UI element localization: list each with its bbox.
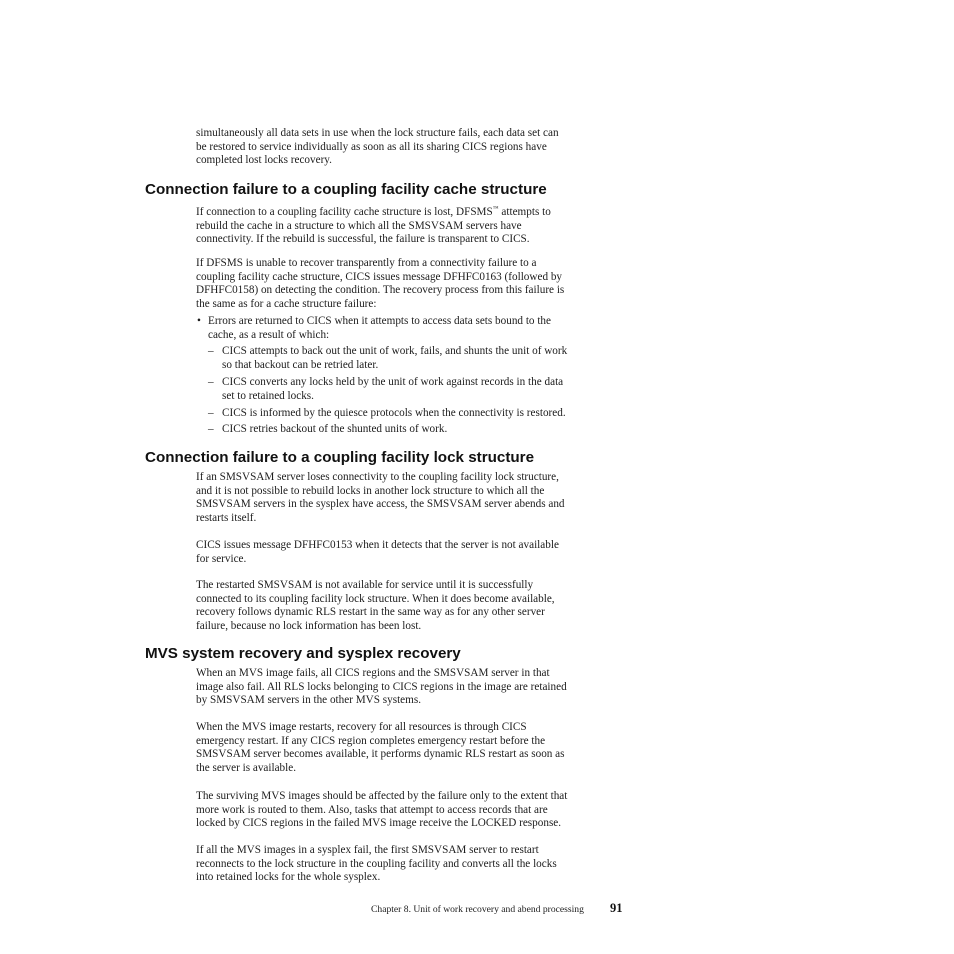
text-line: locked by CICS regions in the failed MVS image receive the LOCKED response. <box>196 817 562 830</box>
text-line: The restarted SMSVSAM is not available for service until it is successfully <box>196 579 534 591</box>
text-line: more work is routed to them. Also, tasks that attempt to access records that are <box>196 803 548 816</box>
text-line: DFHFC0158) on detecting the condition. The recovery process from this failure is <box>196 284 565 297</box>
text-line: reconnects to the lock structure in the coupling facility and converts all the locks <box>196 857 557 870</box>
trademark-mark: ™ <box>492 206 499 212</box>
text-line: cache, as a result of which: <box>208 328 330 341</box>
text-line: be restored to service individually as soon as all its sharing CICS regions have <box>196 140 547 153</box>
text-line: CICS is informed by the quiesce protocols when the connectivity is restored. <box>222 407 566 419</box>
text-line: for service. <box>196 552 247 565</box>
text-line: connected to its coupling facility lock structure. When it does become available, <box>196 592 555 605</box>
text-fragment: attempts to <box>498 206 551 218</box>
text-line: recovery follows dynamic RLS restart in the same way as for any other server <box>196 606 545 619</box>
dash-marker: – <box>208 407 214 419</box>
mvs-paragraph-4 <box>196 844 628 885</box>
mvs-paragraph-2 <box>196 721 628 775</box>
bullet-marker: • <box>197 315 201 327</box>
text-line: CICS issues message DFHFC0153 when it detects that the server is not available <box>196 539 559 551</box>
text-line: SMSVSAM server becomes available, it performs dynamic RLS restart as soon as <box>196 748 565 761</box>
dash-marker: – <box>208 376 214 388</box>
text-line: CICS converts any locks held by the unit of work against records in the data <box>222 376 564 388</box>
text-line: If an SMSVSAM server loses connectivity to the coupling facility lock structure, <box>196 471 559 483</box>
text-line: and it is not possible to rebuild locks in another lock structure to which all the <box>196 484 545 497</box>
text-line: When the MVS image restarts, recovery for all resources is through CICS <box>196 721 527 733</box>
footer-chapter-title: Chapter 8. Unit of work recovery and abend processing <box>371 904 584 915</box>
text-line: image also fail. All RLS locks belonging to CICS regions in the image are retained <box>196 680 567 693</box>
text-line: Errors are returned to CICS when it attempts to access data sets bound to the <box>208 315 551 327</box>
text-line: set to retained locks. <box>222 389 314 402</box>
sub-list-item <box>222 376 628 403</box>
text-line: by SMSVSAM servers in the other MVS systems. <box>196 694 422 707</box>
text-line <box>196 203 628 220</box>
section-heading-mvs: MVS system recovery and sysplex recovery <box>145 645 461 662</box>
text-line: the server is available. <box>196 761 297 774</box>
text-line: rebuild the cache in a structure to which all the SMSVSAM servers have <box>196 219 522 232</box>
text-line: simultaneously all data sets in use when the lock structure fails, each data set can <box>196 127 559 139</box>
text-line: emergency restart. If any CICS region completes emergency restart before the <box>196 734 546 747</box>
text-line: When an MVS image fails, all CICS regions and the SMSVSAM server in that <box>196 667 550 679</box>
page-number: 91 <box>610 901 623 915</box>
text-line: failure, because no lock information has been lost. <box>196 619 422 632</box>
text-line: The surviving MVS images should be affected by the failure only to the extent that <box>196 790 568 802</box>
dash-marker: – <box>208 423 214 435</box>
lock-paragraph-1 <box>196 471 628 525</box>
cache-paragraph-2 <box>196 257 628 311</box>
text-line: CICS retries backout of the shunted units of work. <box>222 423 448 435</box>
text-line: connectivity. If the rebuild is successful, the failure is transparent to CICS. <box>196 233 530 246</box>
text-line: If all the MVS images in a sysplex fail, the first SMSVSAM server to restart <box>196 844 539 856</box>
text-fragment: If connection to a coupling facility cache structure is lost, DFSMS <box>196 206 493 218</box>
sub-list-item <box>222 407 628 421</box>
sub-list-item <box>222 345 628 372</box>
mvs-paragraph-1 <box>196 667 628 708</box>
text-line: SMSVSAM servers in the sysplex have access, the SMSVSAM server abends and <box>196 498 565 511</box>
text-line: restarts itself. <box>196 511 257 524</box>
mvs-paragraph-3 <box>196 790 628 831</box>
text-line: the same as for a cache structure failure: <box>196 297 377 310</box>
lock-paragraph-2 <box>196 539 628 566</box>
lock-paragraph-3 <box>196 579 628 633</box>
dash-marker: – <box>208 345 214 357</box>
cache-paragraph-1 <box>196 203 628 247</box>
text-line: completed lost locks recovery. <box>196 154 332 167</box>
text-line: CICS attempts to back out the unit of work, fails, and shunts the unit of work <box>222 345 568 357</box>
section-heading-lock: Connection failure to a coupling facility lock structure <box>145 449 535 466</box>
bullet-item <box>208 315 628 342</box>
section-heading-cache: Connection failure to a coupling facility cache structure <box>145 181 547 198</box>
text-line: so that backout can be retried later. <box>222 358 379 371</box>
text-line: into retained locks for the whole sysplex. <box>196 871 381 884</box>
sub-list-item <box>222 423 628 437</box>
intro-paragraph <box>196 127 628 168</box>
text-line: If DFSMS is unable to recover transparently from a connectivity failure to a <box>196 257 537 269</box>
text-line: coupling facility cache structure, CICS issues message DFHFC0163 (followed by <box>196 270 563 283</box>
